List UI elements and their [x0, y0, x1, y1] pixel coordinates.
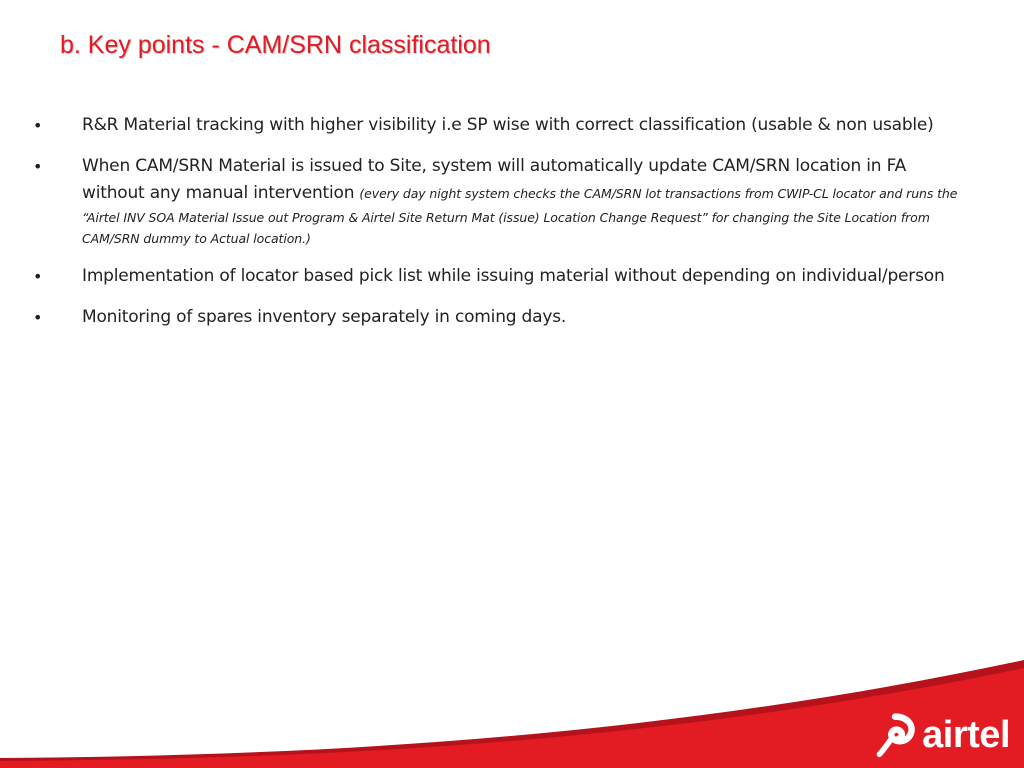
bullet-symbol: • — [33, 157, 43, 176]
bullet-item — [0, 112, 1024, 139]
bullet-text: Implementation of locator based pick list while issuing material without depending on individual/person — [82, 266, 945, 286]
bullet-list — [0, 112, 1024, 345]
airtel-logo — [872, 712, 1010, 758]
bullet-symbol: • — [33, 267, 43, 286]
bullet-item — [0, 153, 1024, 249]
airtel-logo-icon — [872, 712, 918, 758]
slide-title: b. Key points - CAM/SRN classification — [60, 31, 491, 59]
bullet-text: When CAM/SRN Material is issued to Site, system will automatically update CAM/SRN location in FA without any manual intervention — [82, 156, 907, 203]
bullet-symbol: • — [33, 116, 43, 135]
footer-band-main — [0, 668, 1024, 768]
bullet-text: R&R Material tracking with higher visibility i.e SP wise with correct classification (usable & non usable) — [82, 115, 934, 135]
bullet-item — [0, 263, 1024, 290]
footer-band — [0, 658, 1024, 768]
airtel-logo-text: airtel — [922, 714, 1010, 756]
bullet-symbol: • — [33, 308, 43, 327]
bullet-note: (every day night system checks the CAM/SRN lot transactions from CWIP-CL locator and runs the “Airtel INV SOA Material Issue out Program & Airtel Site Return Mat (issue) Location Change Request” for changing the Site Location from CAM/SRN dummy to Actual location.) — [82, 186, 958, 246]
bullet-item — [0, 304, 1024, 331]
bullet-text: Monitoring of spares inventory separately in coming days. — [82, 307, 567, 327]
